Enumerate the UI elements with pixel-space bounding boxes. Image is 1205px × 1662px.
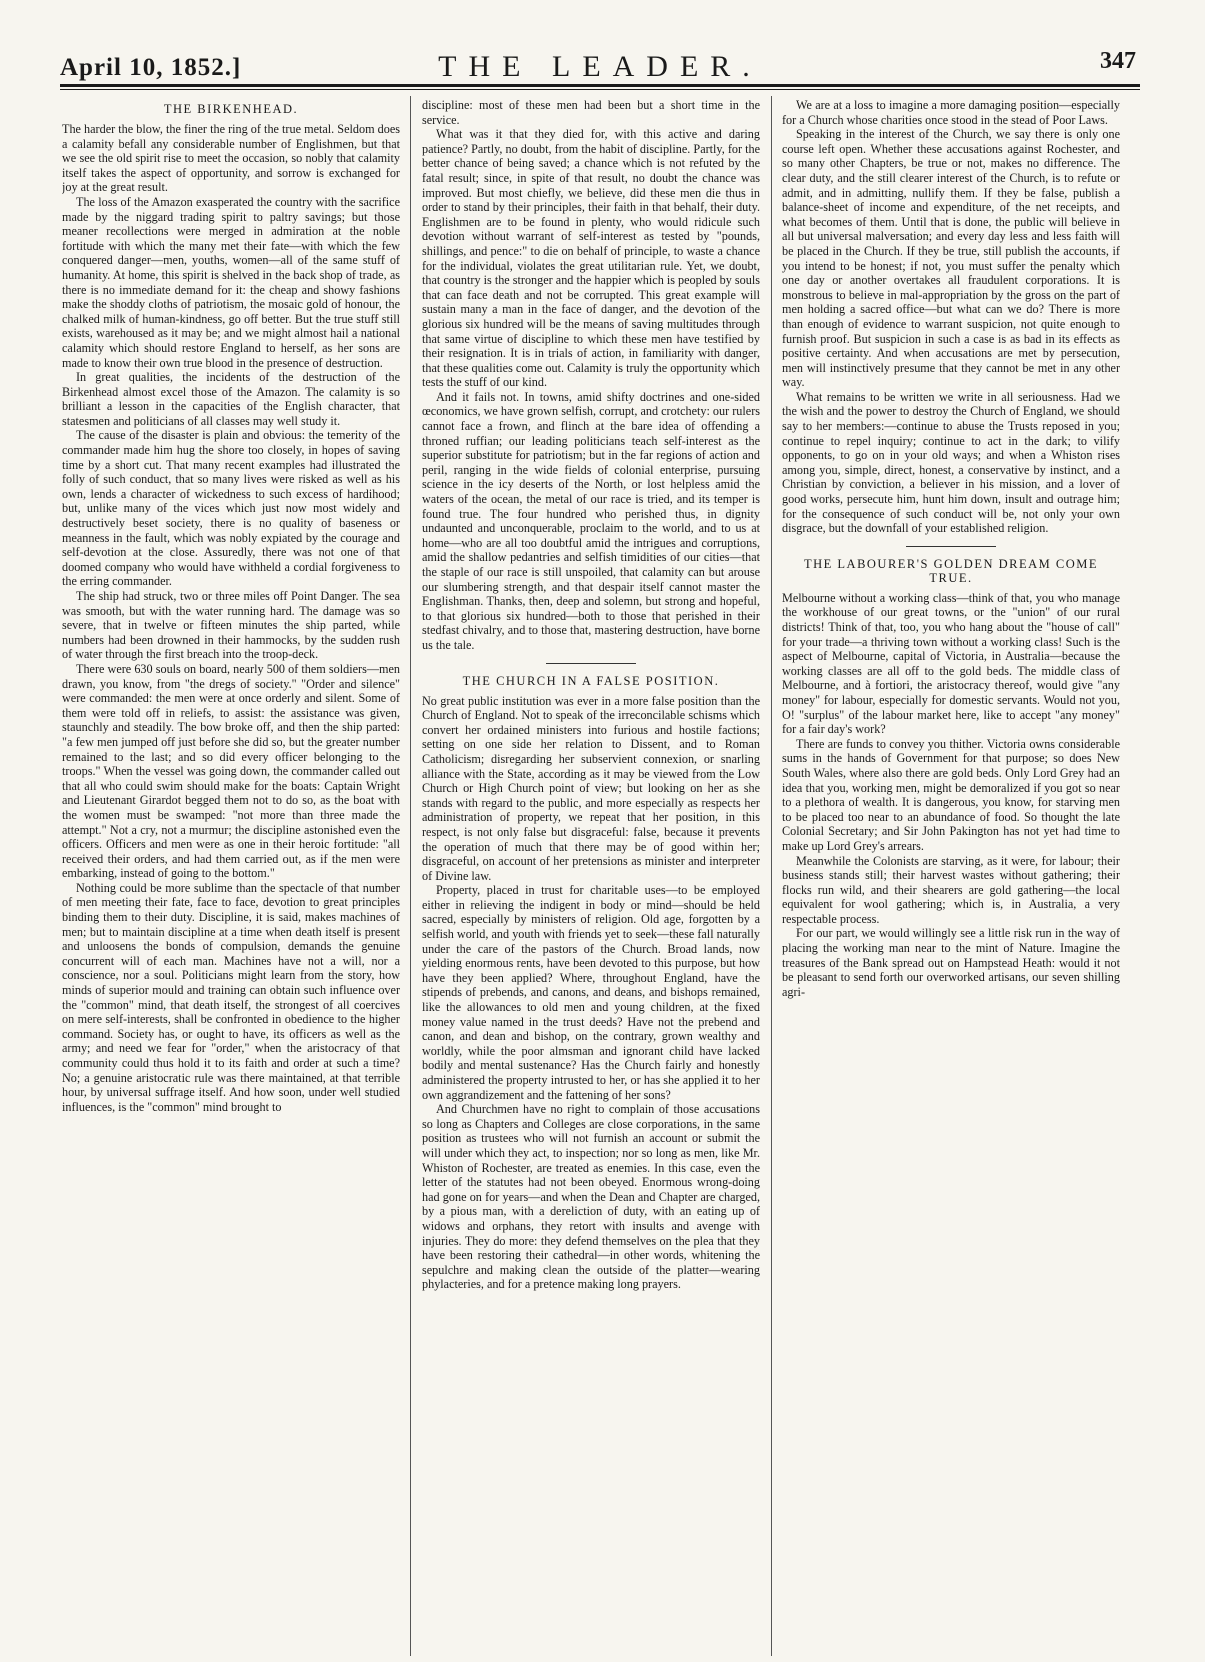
article-separator — [546, 663, 636, 664]
paragraph: For our part, we would willingly see a little risk run in the way of placing the working man near to the mint of Nature. Imagine the treasures of the Bank spread out on Hampstead Heath: would it not be pleasant to send forth our overworked artisans, our seven shilling agri- — [782, 926, 1120, 999]
paragraph: We are at a loss to imagine a more damaging position—especially for a Church whose charities once stood in the stead of Poor Laws. — [782, 98, 1120, 127]
column-divider — [771, 96, 772, 1656]
paragraph: The cause of the disaster is plain and obvious: the temerity of the commander made him hug the shore too closely, in hopes of saving time by a short cut. That many recent examples had illustrated the folly of such conduct, that so many lives were risked as well as his own, lends a character of wickedness to such excess of hardihood; but, unlike many of the vices which just now most widely and destructively beset society, there is no quality of baseness or meanness in the fault, which was nobly expiated by the courage and self-devotion at the close. Assuredly, there was not one of that doomed company who would have withheld a cordial forgiveness to the erring commander. — [62, 428, 400, 589]
paragraph: What was it that they died for, with this active and daring patience? Partly, no doubt, from the habit of discipline. Partly, for the better chance of being saved; a chance which is not refuted by the fatal result; since, in spite of that result, no doubt the chance was improved. But most chiefly, we believe, did these men die thus in order to stand by their principles, their faith in that behalf, their duty. Englishmen are to be found in plenty, who would ridicule such devotion without warrant of self-interest as tested by "pounds, shillings, and pence:" to die on behalf of principle, to waste a chance for the individual, violates the great utilitarian rule. Yet, we doubt, that country is the stronger and the happier which is peopled by souls that can face death and not be corrupted. This great example will sustain many a man in the face of danger, and the devotion of the glorious six hundred will be the means of saving multitudes through that same virtue of discipline to which these men have testified by their resignation. It is in trials of action, in familiarity with danger, that these qualities come out. Calamity is truly the opportunity which tests the stuff of our kind. — [422, 127, 760, 390]
article-title-labourer: THE LABOURER'S GOLDEN DREAM COME TRUE. — [803, 556, 1098, 585]
paragraph: There were 630 souls on board, nearly 500 of them soldiers—men drawn, you know, from "the dregs of society." "Order and silence" were commanded: the men were at once orderly and silent. Some of them were told off in reliefs, to assist: the assistance was given, staunchly and steadily. The bow broke off, and then the ship parted: "a few men jumped off just before she did so, but the greater number remained to the last; and so did every officer belonging to the troops." When the vessel was going down, the commander called out that all who could swim should make for the boats: Captain Wright and Lieutenant Girardot begged them not to do so, as the boat with the women must be swamped: "not more than three made the attempt." Not a cry, not a murmur; the discipline astonished even the officers. Officers and men were as one in their heroic fortitude: "all received their orders, and had them carried out, as if the men were embarking, instead of going to the bottom." — [62, 661, 400, 881]
paragraph: And it fails not. In towns, amid shifty doctrines and one-sided œconomics, we have grown selfish, corrupt, and crotchety: our rulers cannot face a frown, and flinch at the bare idea of offending a throned ruffian; our leading politicians teach self-interest as the superior substitute for patriotism; but in the far regions of action and peril, ranging in the wide fields of colonial enterprise, pursuing science in the icy deserts of the North, or lost helpless amid the waters of the ocean, the metal of our race is tried, and its temper is found true. The four hundred who perished thus, in dignity undaunted and unconquerable, proclaim to the world, and to us at home—who are all too doubtful amid the intrigues and corruptions, amid the shallow pedantries and selfish timidities of our cities—that the staple of our race is still unspoiled, that calamity can but arouse our slumbering strength, and that despair itself cannot master the Englishman. Thanks, then, deep and solemn, but strong and hopeful, to that glorious six hundred—both to those that perished in their stedfast chivalry, and to those that, mastering destruction, have borne us the tale. — [422, 389, 760, 652]
article-separator — [906, 546, 996, 547]
column-divider — [410, 96, 411, 1656]
paragraph: discipline: most of these men had been but a short time in the service. — [422, 98, 760, 127]
masthead — [60, 38, 1140, 88]
paragraph: There are funds to convey you thither. Victoria owns considerable sums in the hands of Government for that purpose; so does New South Wales, where also there are gold beds. Only Lord Grey had an idea that you, working men, might be demoralized if you got so near to a plethora of wealth. It is dangerous, you know, for starving men to be placed too near to an abundance of food. So thought the late Colonial Secretary; and Sir John Pakington has not yet had time to make up Lord Grey's arrears. — [782, 736, 1120, 853]
paragraph: In great qualities, the incidents of the destruction of the Birkenhead almost excel those of the Amazon. The calamity is so brilliant a lesson in the capacities of the English character, that statesmen and politicians of all classes may well study it. — [62, 370, 400, 428]
paragraph: Nothing could be more sublime than the spectacle of that number of men meeting their fate, face to face, devotion to great principles binding them to their duty. Discipline, it is said, makes machines of men; but to maintain discipline at a time when death itself is present and unloosens the bonds of compulsion, demands the genuine concurrent will of each man. Machines have not a will, nor a conscience, nor a soul. Politicians might learn from the story, how minds of superior mould and training can obtain such influence over the "common" mind, that death itself, the strongest of all coercives on mere self-interests, shall be confronted in obedience to the higher command. Society has, or ought to have, its officers as well as the army; and need we fear for "order," when the aristocracy of that community could thus hold it to its faith and order at such a time? No; a genuine aristocratic rule was there maintained, at that terrible hour, by universal suffrage itself. And how soon, under well studied influences, is the "common" mind brought to — [62, 880, 400, 1114]
paragraph: Meanwhile the Colonists are starving, as it were, for labour; their business stands still; their harvest wastes without gathering; their flocks run wild, and their shearers are gold gathering—the local equivalent for wool gathering; which is, in Australia, a very respectable process. — [782, 853, 1120, 926]
paragraph: Property, placed in trust for charitable uses—to be employed either in relieving the indigent in body or mind—should be held sacred, especially by ministers of religion. Old age, forgotten by a selfish world, and youth with friends yet to seek—these fall naturally under the care of the pastors of the Church. Broad lands, now yielding enormous rents, have been devoted to this purpose, but how have they been applied? Where, throughout England, have the stipends of prebends, and canons, and deans, and bishops remained, like the allowances to old men and young children, at the fixed money value named in the trust deeds? Have not the prebend and canon, and dean and bishop, on the contrary, grown wealthy and worldly, while the poor almsman and ignorant child have lacked bodily and mental sustenance? Has the Church fairly and honestly administered the property intrusted to her, or has she applied it to her own aggrandizement and the fattening of her sons? — [422, 883, 760, 1102]
page-number: 347 — [1100, 48, 1136, 74]
paragraph: And Churchmen have no right to complain of those accusations so long as Chapters and Colleges are close corporations, in the same position as trustees who will not furnish an account or submit the will under which they act, to inspection; nor so long as men, like Mr. Whiston of Rochester, are treated as enemies. In this case, even the letter of the statutes had not been obeyed. Enormous wrong-doing had gone on for years—and when the Dean and Chapter are charged, by a pious man, with a dereliction of duty, with an eating up of widows and orphans, they retort with insults and avenge with injuries. They do more: they defend themselves on the plea that they have been restoring their cathedral—in other words, whitening the sepulchre and making clean the outside of the platter—wearing phylacteries, and for a pretence making long prayers. — [422, 1102, 760, 1292]
issue-date: April 10, 1852.] — [60, 54, 242, 81]
masthead-rule-thin — [60, 89, 1140, 90]
column-3 — [782, 98, 1120, 1653]
paragraph: The ship had struck, two or three miles off Point Danger. The sea was smooth, but with the water running hard. The damage was so severe, that in twelve or fifteen minutes the ship parted, while numbers had been drowned in their hammocks, by the sudden rush of water through the first breach into the troop-deck. — [62, 589, 400, 662]
column-1 — [62, 98, 400, 1653]
paragraph: The harder the blow, the finer the ring of the true metal. Seldom does a calamity befall any considerable number of Englishmen, but that we see the old spirit rise to meet the occasion, so nobly that calamity itself takes the aspect of opportunity, and sorrow is exchanged for joy at the great result. — [62, 122, 400, 195]
newspaper-title: THE LEADER. — [438, 50, 762, 83]
paragraph: No great public institution was ever in a more false position than the Church of England. Not to speak of the irreconcilable schisms which convert her ordained ministers into furious and hostile factions; setting on one side her relation to Dissent, and to Roman Catholicism; disregarding her subservient connexion, or snarling alliance with the State, according as it may be viewed from the Low Church or High Church point of view; but looking on her as she stands with regard to the public, and more especially as respects her administration of property, we repeat that her position, in this respect, is not only false but disgraceful: false, because it prevents the operation of much that there may be of good within her; disgraceful, on account of her pretensions as minister and interpreter of Divine law. — [422, 693, 760, 883]
paragraph: The loss of the Amazon exasperated the country with the sacrifice made by the niggard trading spirit to paltry savings; but those meaner recollections were merged in admiration at the noble fortitude with which the many met their fate—with which the few conquered danger—men, youths, women—all of the same stuff of humanity. At home, this spirit is shelved in the back shop of trade, as there is no immediate demand for it: the cheap and showy fashions make the shoddy cloths of patriotism, the mosaic gold of honour, the chalked milk of human-kindness, go off better. But the true stuff still exists, warehoused as it may be; and we might almost hail a national calamity which should restore England to herself, as her sons are made to know their own true blood in the presence of destruction. — [62, 194, 400, 370]
column-2 — [422, 98, 760, 1653]
paragraph: What remains to be written we write in all seriousness. Had we the wish and the power to destroy the Church of England, we should say to her members:—continue to abuse the Trusts reposed in you; continue to repel inquiry; continue to act in the dark; to vilify opponents, to go on in your old ways; and when a Whiston rises among you, simple, direct, honest, a conservative by instinct, and a Christian by conviction, a believer in his mission, and a lover of good works, persecute him, hunt him down, insult and outrage him; for the consequence of such conduct will be, not only your own disgrace, but the downfall of your established religion. — [782, 389, 1120, 536]
article-title-church: THE CHURCH IN A FALSE POSITION. — [462, 673, 720, 688]
paragraph: Melbourne without a working class—think of that, you who manage the workhouse of our great towns, or the "union" of our rural districts! Think of that, too, you who hang about the "house of call" for your trade—a thriving town without a working class! Such is the aspect of Melbourne, capital of Victoria, in Australia—because the working classes are all off to the gold beds. The middle class of Melbourne, and à fortiori, the aristocracy thereof, would give "any money" for labour, especially for domestic servants. Would not you, O! "surplus" of the labour market here, like to accept "any money" for a fair day's work? — [782, 590, 1120, 737]
masthead-rule — [60, 84, 1140, 87]
paragraph: Speaking in the interest of the Church, we say there is only one course left open. Whether these accusations against Rochester, and so many other Chapters, be true or not, makes no difference. The clear duty, and the still clearer interest of the Church, is to refute or admit, and in admitting, nullify them. If they be false, publish a balance-sheet of income and expenditure, of the net receipts, and what becomes of them. Until that is done, the public will believe in all but universal malversation; and every day less and less faith will be placed in the Church. If they be true, still publish the accounts, if you intend to be honest; if not, you must suffer the penalty which one day or another overtakes all fraudulent corporations. It is monstrous to believe in mal-appropriation by the gross on the part of men holding a sacred office—but what can we do? There is more than enough of evidence to warrant suspicion, not quite enough to furnish proof. But suspicion in such a case is as bad in its effects as positive certainty. And when accusations are met by persecution, men will instinctively presume that they cannot be met in any other way. — [782, 127, 1120, 390]
article-title-birkenhead: THE BIRKENHEAD. — [163, 102, 299, 116]
